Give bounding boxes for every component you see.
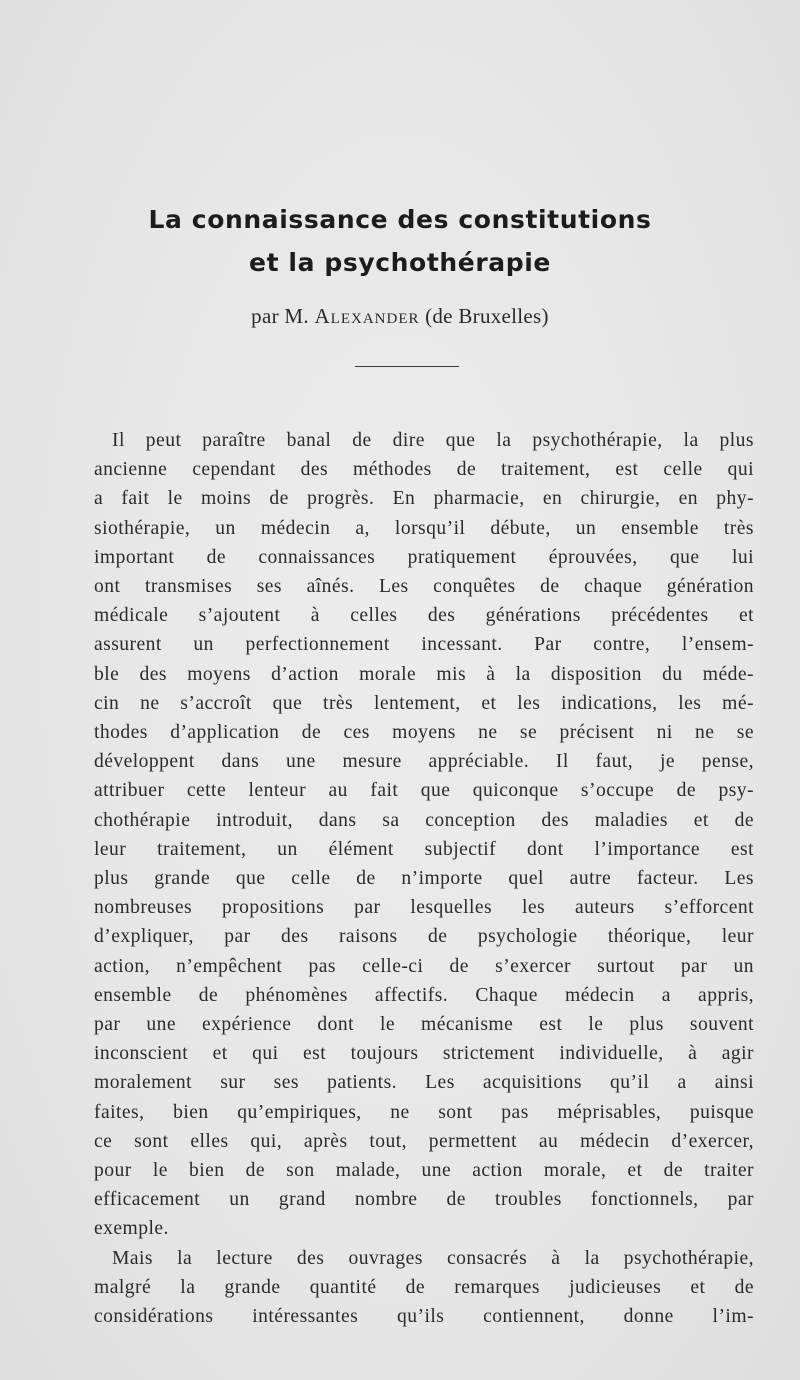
text-line: cin ne s’accroît que très lentement, et les indications, les mé- [94,692,754,714]
text-line: développent dans une mesure appréciable. Il faut, je pense, [94,751,754,773]
text-line: nombreuses propositions par lesquelles les auteurs s’efforcent [94,897,754,919]
text-line: ble des moyens d’action morale mis à la disposition du méde- [94,663,754,685]
text-line: considérations intéressantes qu’ils contiennent, donne l’im- [94,1306,754,1328]
text-line: action, n’empêchent pas celle-ci de s’exercer surtout par un [94,955,754,977]
text-line: plus grande que celle de n’importe quel autre facteur. Les [94,868,754,890]
text-line: par une expérience dont le mécanisme est le plus souvent [94,1014,754,1036]
text-line: Mais la lecture des ouvrages consacrés à la psychothérapie, [112,1247,754,1269]
text-line: assurent un perfectionnement incessant. Par contre, l’ensem- [94,634,754,656]
body-text [94,426,754,1331]
text-line: leur traitement, un élément subjectif dont l’importance est [94,838,754,860]
text-line: faites, bien qu’empiriques, ne sont pas méprisables, puisque [94,1101,754,1123]
text-line: efficacement un grand nombre de troubles fonctionnels, par [94,1189,754,1211]
text-line: thodes d’application de ces moyens ne se précisent ni ne se [94,722,754,744]
text-line: médicale s’ajoutent à celles des générations précédentes et [94,605,754,627]
article-title-line-1: La connaissance des constitutions [148,205,652,234]
text-line: pour le bien de son malade, une action morale, et de traiter [94,1160,754,1182]
byline [0,304,800,329]
text-line: d’expliquer, par des raisons de psychologie théorique, leur [94,926,754,948]
text-line: a fait le moins de progrès. En pharmacie, en chirurgie, en phy- [94,488,754,510]
text-line: Il peut paraître banal de dire que la psychothérapie, la plus [112,430,754,451]
article-title-line-2: et la psychothérapie [249,248,551,277]
text-line: ce sont elles qui, après tout, permettent au médecin d’exercer, [94,1130,754,1152]
text-line: important de connaissances pratiquement éprouvées, que lui [94,546,754,568]
text-line: siothérapie, un médecin a, lorsqu’il débute, un ensemble très [94,517,754,539]
text-line: ancienne cependant des méthodes de traitement, est celle qui [94,459,754,481]
author-origin: (de Bruxelles) [425,304,549,328]
text-line: moralement sur ses patients. Les acquisitions qu’il a ainsi [94,1072,754,1094]
text-line: chothérapie introduit, dans sa conception des maladies et de [94,809,754,831]
text-line: ont transmises ses aînés. Les conquêtes de chaque génération [94,576,754,598]
title-separator-rule [355,366,459,367]
text-line: malgré la grande quantité de remarques judicieuses et de [94,1276,754,1298]
text-line: exemple. [94,1218,169,1240]
byline-prefix: par M. [251,304,309,328]
author-name: Alexander [314,304,420,328]
text-line: attribuer cette lenteur au fait que quiconque s’occupe de psy- [94,780,754,802]
text-line: inconscient et qui est toujours strictement individuelle, à agir [94,1043,754,1065]
text-line: ensemble de phénomènes affectifs. Chaque médecin a appris, [94,984,754,1006]
